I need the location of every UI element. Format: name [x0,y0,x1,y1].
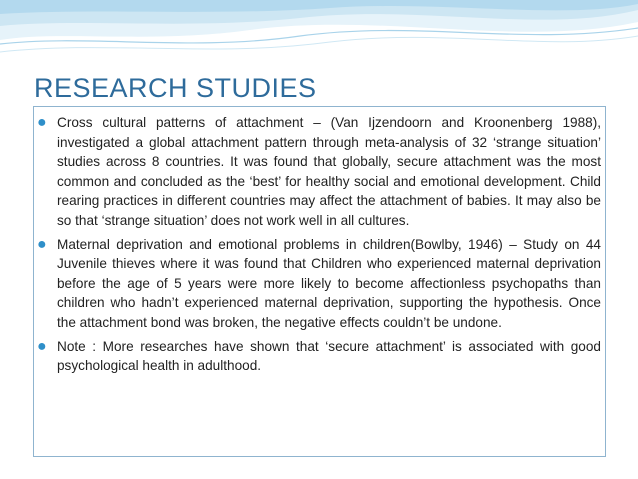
bullet-text: Maternal deprivation and emotional problems in children(Bowlby, 1946) – Study on 44 Juvenile thieves where it was found that Children who experienced maternal deprivation before the age of 5 years were more likely to become affectionless psychopaths than children who hadn’t experienced maternal deprivation, supporting the hypothesis. Once the attachment bond was broken, the negative effects couldn’t be undone. [57,236,601,330]
bullet-marker-icon: ● [37,337,47,355]
bullet-item [34,113,605,231]
slide-title: RESEARCH STUDIES [34,73,317,103]
content-box [33,106,606,457]
bullet-marker-icon: ● [37,235,47,253]
decorative-header-waves [0,0,638,70]
bullet-item [34,337,605,376]
bullet-item [34,235,605,333]
bullet-list [34,113,605,380]
bullet-marker-icon: ● [37,114,47,131]
bullet-text: Note : More researches have shown that ‘secure attachment’ is associated with good psychological health in adulthood. [57,338,601,374]
bullet-text: Cross cultural patterns of attachment – (Van Ijzendoorn and Kroonenberg 1988), investigated a global attachment pattern through meta-analysis of 32 ‘strange situation’ studies across 8 countries. It was found that globally, secure attachment was the most common and concluded as the ‘best’ for healthy social and emotional development. Child rearing practices in different countries may affect the attachment of babies. It may also be so that ‘strange situation’ does not work well in all cultures. [57,115,601,228]
